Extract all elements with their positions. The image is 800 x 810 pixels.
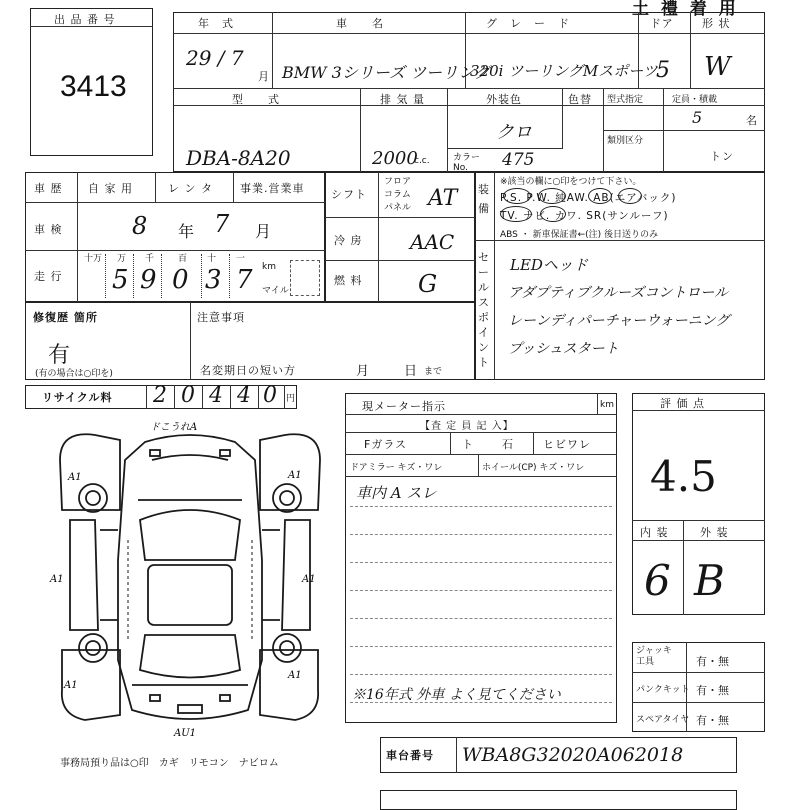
digit-label-10: 十 — [207, 254, 217, 264]
recycle-label: リサイクル料 — [42, 391, 113, 404]
inspector-note: 車内 A スレ — [356, 484, 437, 502]
exterior-color-label: 外装色 — [486, 93, 522, 106]
sales-point-item: レーンディパーチャーウォーニング — [508, 313, 730, 329]
score-value: 4.5 — [650, 452, 717, 501]
tool-label: パンクキット — [636, 685, 690, 695]
header-title: 土 禮 着 用 — [632, 0, 739, 19]
model-label: 型 式 — [232, 93, 280, 106]
tool-value[interactable]: 有・無 — [696, 655, 729, 668]
aircon-value: AAC — [410, 230, 455, 254]
lot-label: 出 品 番 号 — [54, 13, 116, 26]
year-value: 29 / 7 — [186, 46, 244, 70]
shift-panel[interactable]: パネル — [384, 203, 412, 213]
diagram-mark: A1 — [288, 470, 302, 481]
history-rental[interactable]: レ ン タ — [168, 182, 213, 195]
chassis-value: WBA8G32020A062018 — [462, 744, 684, 766]
mileage-digit: 9 — [140, 265, 157, 295]
digit-label-1k: 千 — [145, 254, 155, 264]
model-value: DBA-8A20 — [186, 146, 291, 170]
mirror-label: ドアミラー キズ・ワレ — [350, 463, 443, 473]
digit-label-100k: 十万 — [84, 254, 103, 264]
mileage-digit: 5 — [112, 265, 129, 295]
recycle-digit: 2 — [153, 383, 167, 408]
glass-option-stone[interactable]: 石 — [502, 438, 514, 451]
score-label: 評 価 点 — [660, 397, 705, 410]
displacement-unit: c.c. — [414, 156, 430, 166]
displacement-value: 2000 — [372, 148, 418, 169]
mileage-unit-km: km — [262, 262, 276, 272]
inspection-label: 車 検 — [34, 223, 63, 236]
exterior-value: B — [694, 556, 725, 605]
term-until: まで — [424, 367, 443, 377]
exterior-color-value: クロ — [496, 122, 532, 143]
history-business[interactable]: 事業.営業車 — [240, 182, 305, 195]
repair-label: 修復歴 箇所 — [33, 311, 98, 324]
equipment-note: ※該当の欄に○印をつけて下さい。 — [500, 177, 642, 187]
circle-pw — [538, 188, 566, 204]
body-type-value: W — [704, 52, 731, 82]
wheel-label: ホイール(CP) キズ・ワレ — [482, 463, 585, 473]
bottom-box — [380, 790, 737, 810]
inspection-month: 7 — [214, 210, 230, 238]
caution-label: 注意事項 — [197, 311, 245, 324]
diagram-mark: A1 — [288, 670, 302, 681]
digit-label-10k: 万 — [117, 254, 127, 264]
term-day: 日 — [404, 364, 419, 379]
tool-label: スペアタイヤ — [636, 715, 690, 725]
displacement-label: 排 気 量 — [380, 93, 425, 106]
car-name-value: BMW 3シリーズ ツーリング — [282, 63, 490, 82]
glass-option-crack[interactable]: ヒビワレ — [543, 438, 591, 451]
equipment-label: 装備 — [478, 183, 490, 215]
chassis-label: 車台番号 — [386, 749, 434, 762]
fuel-label: 燃 料 — [334, 274, 363, 287]
fuel-value: G — [418, 270, 438, 298]
category-label: 類別区分 — [607, 136, 644, 146]
interior-value: 6 — [644, 556, 671, 605]
repair-note: (有の場合は○印を) — [35, 369, 113, 379]
inspection-month-unit: 月 — [255, 222, 273, 241]
mileage-label: 走 行 — [34, 270, 63, 283]
sales-points-label: セールスポイント — [478, 251, 489, 369]
body-type-label: 形 状 — [702, 17, 731, 30]
exterior-label: 外 装 — [700, 526, 729, 539]
color-change-label: 色替 — [568, 93, 592, 106]
office-items: 事務局預り品は○印 カギ リモコン ナビロム — [60, 758, 279, 769]
year-unit: 月 — [258, 70, 270, 83]
year-label: 年 式 — [198, 17, 234, 30]
glass-option-to[interactable]: ト — [462, 438, 474, 451]
history-own[interactable]: 自 家 用 — [88, 182, 133, 195]
digit-label-100: 百 — [178, 254, 188, 264]
recycle-digit: 4 — [237, 383, 251, 408]
interior-label: 内 装 — [640, 526, 669, 539]
mileage-digit: 3 — [205, 265, 222, 295]
mileage-check-box[interactable] — [290, 260, 320, 296]
equipment-line-3: ABS ・ 新車保証書←(注) 後日送りのみ — [500, 230, 659, 240]
shift-label: シフト — [331, 188, 367, 201]
sales-point-item: LEDヘッド — [510, 256, 588, 274]
inspector-note: ※16年式 外車 よく見てください — [352, 687, 561, 703]
mileage-unit-mile: マイル — [262, 286, 289, 296]
meter-unit: km — [600, 400, 614, 410]
doors-label: ドア — [650, 17, 674, 30]
lot-number: 3413 — [60, 70, 127, 103]
type-designation-label: 型式指定 — [607, 95, 644, 105]
grade-label: グ レ ー ド — [486, 17, 570, 30]
capacity-label: 定員・積載 — [672, 95, 718, 105]
circle-aw — [588, 188, 612, 204]
tool-value[interactable]: 有・無 — [696, 714, 729, 727]
circle-ps — [503, 188, 531, 204]
inspection-year: 8 — [132, 212, 148, 240]
equipment-line-2: TV. ナビ. カワ. SR(サンルーフ) — [500, 210, 669, 222]
recycle-digit: 0 — [181, 383, 195, 408]
circle-ab — [618, 188, 642, 204]
diagram-mark: A1 — [64, 680, 78, 691]
inspector-title: 【査 定 員 記 入】 — [420, 421, 514, 432]
mileage-digit: 0 — [172, 265, 189, 295]
circle-tv — [500, 206, 532, 222]
diagram-mark: ドこうれA — [150, 422, 198, 433]
shift-floor[interactable]: フロア — [384, 177, 412, 187]
shift-value: AT — [428, 186, 458, 211]
car-damage-diagram — [40, 420, 340, 740]
diagram-mark: A1 — [68, 472, 82, 483]
diagram-mark: A1 — [50, 574, 64, 585]
ton-unit: トン — [710, 150, 734, 163]
term-label: 名変期日の短い方 — [200, 364, 296, 377]
equipment-line-1: P.S. P.W. 純AW. AB(エアバック) — [500, 192, 677, 204]
diagram-mark: AU1 — [174, 728, 197, 739]
term-month: 月 — [356, 364, 371, 379]
tool-value[interactable]: 有・無 — [696, 684, 729, 697]
mileage-digit: 7 — [236, 265, 253, 295]
sales-point-item: プッシュスタート — [508, 341, 619, 357]
recycle-unit: 円 — [286, 394, 296, 404]
aircon-label: 冷 房 — [334, 234, 363, 247]
car-name-label: 車 名 — [336, 17, 384, 30]
color-no-value: 475 — [502, 150, 535, 170]
doors-value: 5 — [656, 58, 670, 83]
sales-point-item: アダプティブクルーズコントロール — [508, 285, 729, 301]
capacity-value: 5 — [692, 108, 703, 127]
inspection-year-unit: 年 — [178, 222, 196, 241]
color-no-label: カラー No. — [453, 153, 481, 173]
glass-label: Fガラス — [364, 438, 407, 451]
recycle-digit: 4 — [209, 383, 223, 408]
tool-label: ジャッキ 工具 — [636, 646, 672, 667]
grade-value: 320i ツーリングMスポーツ — [470, 62, 658, 80]
capacity-unit: 名 — [746, 114, 758, 127]
diagram-mark: A1 — [302, 574, 316, 585]
shift-column[interactable]: コラム — [384, 190, 411, 200]
meter-label: 現メーター指示 — [362, 400, 446, 413]
history-label: 車 歴 — [34, 182, 63, 195]
recycle-digit: 0 — [263, 383, 277, 408]
repair-value: 有 — [48, 343, 71, 368]
digit-label-1: 一 — [236, 254, 246, 264]
circle-navi — [540, 206, 566, 222]
